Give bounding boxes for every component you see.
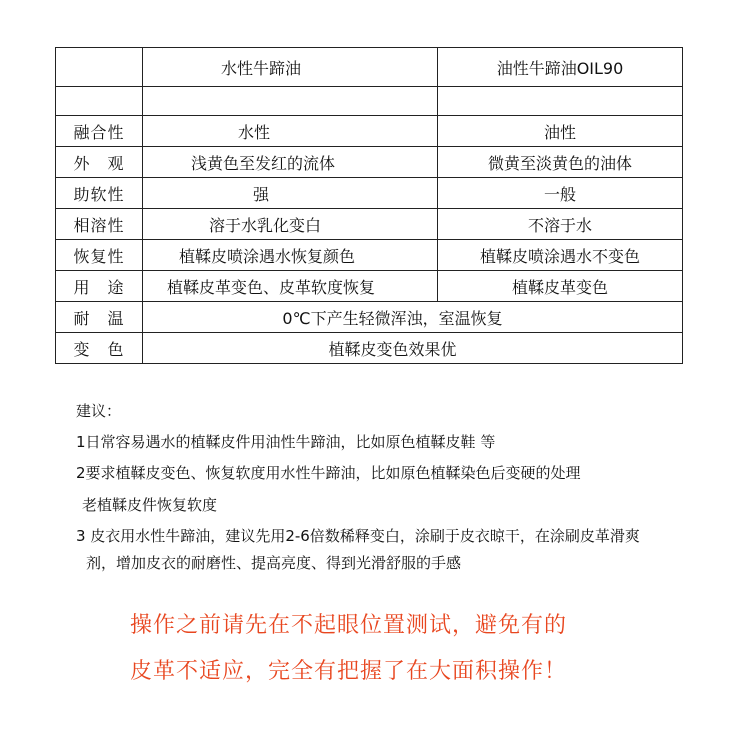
water-based-value: 溶于水乳化变白 [143,209,438,240]
row-label: 外 观 [56,147,143,178]
table-row-merged [56,302,683,333]
row-label: 耐 温 [56,302,143,333]
header-oil-based: 油性牛蹄油OIL90 [438,48,683,87]
row-label: 助软性 [56,178,143,209]
oil-based-value: 不溶于水 [438,209,683,240]
suggestions-title: 建议： [76,402,122,420]
water-based-value: 植鞣皮革变色、皮革软度恢复 [143,271,438,302]
row-label: 变 色 [56,333,143,364]
table-row [56,178,683,209]
comparison-table [55,47,683,364]
oil-based-value: 植鞣皮喷涂遇水不变色 [438,240,683,271]
oil-based-value: 油性 [438,116,683,147]
row-label: 相溶性 [56,209,143,240]
table-row [56,147,683,178]
water-based-value: 浅黄色至发红的流体 [143,147,438,178]
oil-based-value: 一般 [438,178,683,209]
water-based-value: 强 [143,178,438,209]
merged-value: 0℃下产生轻微浑浊，室温恢复 [143,302,683,333]
oil-based-value: 微黄至淡黄色的油体 [438,147,683,178]
table-row [56,209,683,240]
suggestion-line-3-continued: 剂，增加皮衣的耐磨性、提高亮度、得到光滑舒服的手感 [86,554,462,572]
water-based-value: 水性 [143,116,438,147]
merged-value: 植鞣皮变色效果优 [143,333,683,364]
table-blank-row [56,87,683,116]
header-water-based: 水性牛蹄油 [143,48,438,87]
header-empty-cell [56,48,143,87]
table-row [56,271,683,302]
row-label: 融合性 [56,116,143,147]
table-row [56,240,683,271]
suggestion-line-2-continued: 老植鞣皮件恢复软度 [82,496,218,514]
table-row [56,116,683,147]
water-based-value: 植鞣皮喷涂遇水恢复颜色 [143,240,438,271]
oil-based-value: 植鞣皮革变色 [438,271,683,302]
table-header-row [56,48,683,87]
row-label: 用 途 [56,271,143,302]
suggestion-line-1: 1日常容易遇水的植鞣皮件用油性牛蹄油，比如原色植鞣皮鞋 等 [76,433,496,451]
suggestion-line-2: 2要求植鞣皮变色、恢复软度用水性牛蹄油，比如原色植鞣染色后变硬的处理 [76,464,581,482]
row-label: 恢复性 [56,240,143,271]
table-row-merged [56,333,683,364]
suggestion-line-3: 3 皮衣用水性牛蹄油，建议先用2-6倍数稀释变白，涂刷于皮衣晾干，在涂刷皮革滑爽 [76,527,640,545]
warning-line-1: 操作之前请先在不起眼位置测试，避免有的 [130,613,568,638]
warning-line-2: 皮革不适应，完全有把握了在大面积操作！ [130,659,568,684]
